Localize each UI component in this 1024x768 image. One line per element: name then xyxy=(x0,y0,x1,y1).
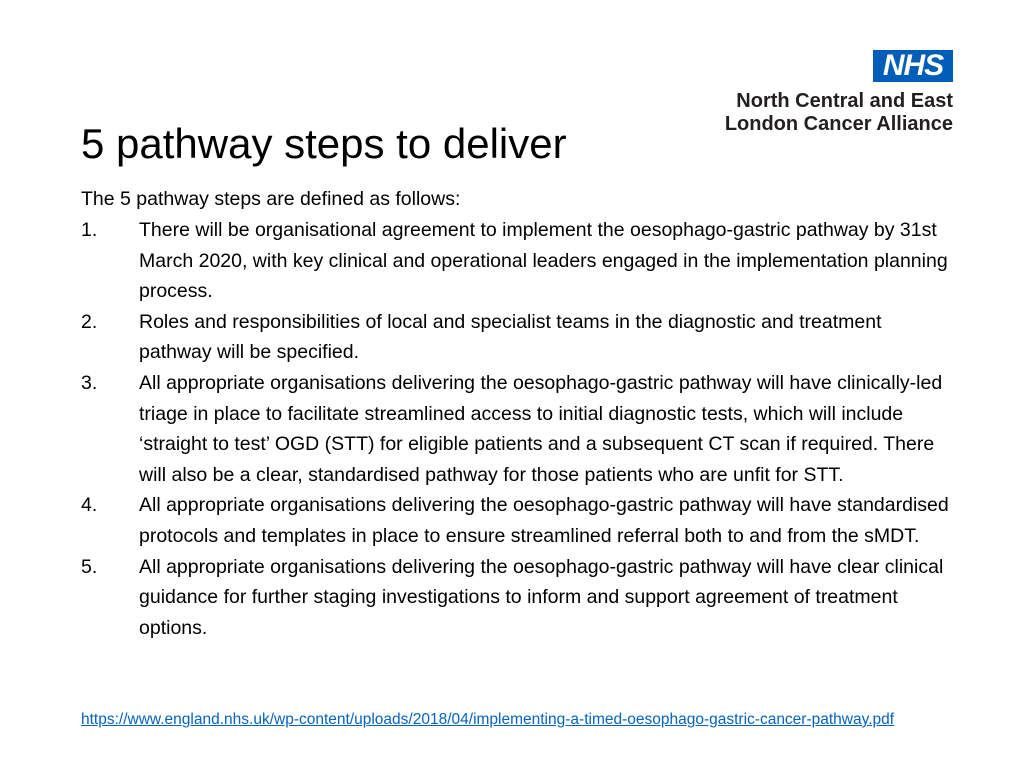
step-text: All appropriate organisations delivering the oesophago-gastric pathway will have clear clinical guidance for further staging investigations to inform and support agreement of treatment options. xyxy=(139,555,944,639)
pathway-steps-list xyxy=(81,215,951,643)
step-number: 2. xyxy=(81,310,98,333)
pathway-step xyxy=(81,490,951,551)
step-number: 5. xyxy=(81,555,98,578)
pathway-step xyxy=(81,368,951,490)
nhs-logo: NHS xyxy=(873,50,953,82)
pathway-step xyxy=(81,552,951,644)
organisation-name xyxy=(725,90,953,136)
organisation-name-line2: London Cancer Alliance xyxy=(724,113,953,135)
step-number: 3. xyxy=(81,371,98,394)
step-text: All appropriate organisations delivering the oesophago-gastric pathway will have clinically-led triage in place to facilitate streamlined access to initial diagnostic tests, which will include ‘straight to test’ OGD (STT) for eligible patients and a subsequent CT scan if required. There will also be a clear, standardised pathway for those patients who are unfit for STT. xyxy=(139,371,943,486)
slide-title: 5 pathway steps to deliver xyxy=(81,120,567,167)
step-number: 1. xyxy=(81,219,98,241)
step-text: Roles and responsibilities of local and specialist teams in the diagnostic and treatment pathway will be specified. xyxy=(139,310,882,364)
organisation-name-line1: North Central and East xyxy=(736,90,953,112)
source-link[interactable]: https://www.england.nhs.uk/wp-content/uploads/2018/04/implementing-a-timed-oesophago-gastric-cancer-pathway.pdf xyxy=(81,711,895,728)
step-text: All appropriate organisations delivering the oesophago-gastric pathway will have standardised protocols and templates in place to ensure streamlined referral both to and from the sMDT. xyxy=(139,494,949,547)
pathway-step xyxy=(81,307,951,368)
step-number: 4. xyxy=(81,494,98,517)
intro-text: The 5 pathway steps are defined as follows: xyxy=(81,188,461,210)
step-text: There will be organisational agreement to implement the oesophago-gastric pathway by 31st March 2020, with key clinical and operational leaders engaged in the implementation planning process. xyxy=(139,219,948,303)
pathway-step xyxy=(81,215,951,307)
